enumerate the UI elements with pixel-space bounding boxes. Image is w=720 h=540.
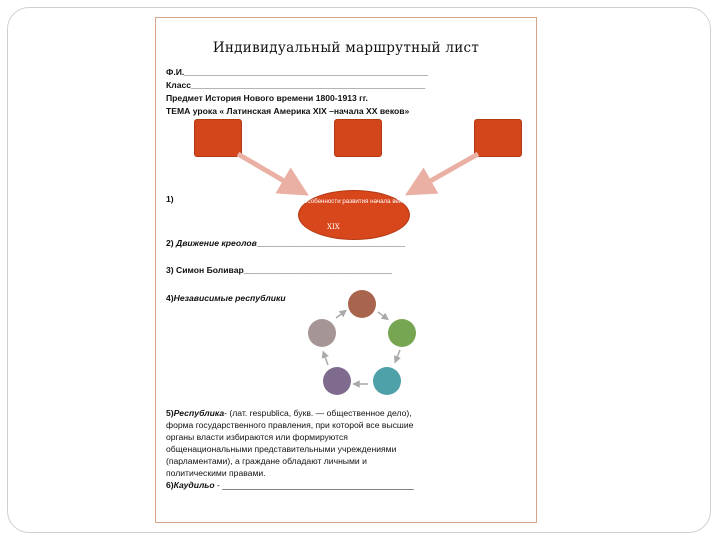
item6-label: Каудильо (173, 480, 215, 490)
cycle-arrow-1 (378, 312, 386, 318)
ellipse-label: Особенности развития начала (302, 198, 391, 205)
arrow-right (418, 154, 478, 188)
item6-prefix: 6) (166, 480, 174, 490)
item6-blank: - ________________________________________ (214, 480, 414, 490)
item5-text-e: (парламентами), а граждане обладают личными и (166, 456, 367, 466)
cycle-node-bottom-left (323, 367, 351, 395)
subject-line: Предмет История Нового времени 1800-1913 гг. (166, 93, 368, 103)
republic-definition (166, 407, 526, 491)
cycle-arrow-4 (324, 354, 328, 365)
item5-text-c: органы власти избираются или формируются (166, 432, 348, 442)
item2-line (166, 238, 405, 248)
arrow-left (238, 154, 296, 188)
item1-line: 1) (166, 194, 174, 204)
cycle-node-top (348, 290, 376, 318)
route-sheet (155, 17, 537, 523)
topic-line: ТЕМА урока « Латинская Америка XIX –начала XX веков» (166, 106, 410, 116)
item2-blank: _______________________________ (256, 238, 405, 248)
item4-line (166, 293, 286, 303)
class-line: Класс_________________________________________________ (166, 80, 426, 90)
item2-prefix: 2) (166, 238, 177, 248)
ellipse-tail: века (392, 198, 406, 205)
cycle-node-right (388, 319, 416, 347)
features-ellipse (298, 190, 410, 240)
item5-label: Республика (173, 408, 225, 418)
item2-label: Движение креолов (176, 238, 257, 248)
ellipse-roman: XIX (327, 223, 340, 231)
sheet-title: Индивидуальный маршрутный лист (212, 40, 480, 56)
cycle-arrow-2 (396, 350, 400, 360)
item6-line (166, 479, 526, 491)
item5-prefix: 5) (166, 408, 174, 418)
cycle-node-left (308, 319, 336, 347)
item5-text-b: форма государственного правления, при которой все высшие (166, 420, 414, 430)
item5-text-a: - (лат. respublica, букв. — общественное дело), (224, 408, 412, 418)
item5-text-f: политическими правами. (166, 468, 266, 478)
item4-label: Независимые республики (173, 293, 286, 303)
item3-line: 3) Симон Боливар_______________________________ (166, 265, 392, 275)
item5-text-d: общенациональными представительными учреждениями (166, 444, 397, 454)
cycle-node-bottom-right (373, 367, 401, 395)
fio-line: Ф.И.___________________________________________________ (166, 67, 429, 77)
item4-prefix: 4) (166, 293, 174, 303)
cycle-diagram (306, 288, 418, 400)
cycle-arrow-5 (336, 312, 344, 318)
